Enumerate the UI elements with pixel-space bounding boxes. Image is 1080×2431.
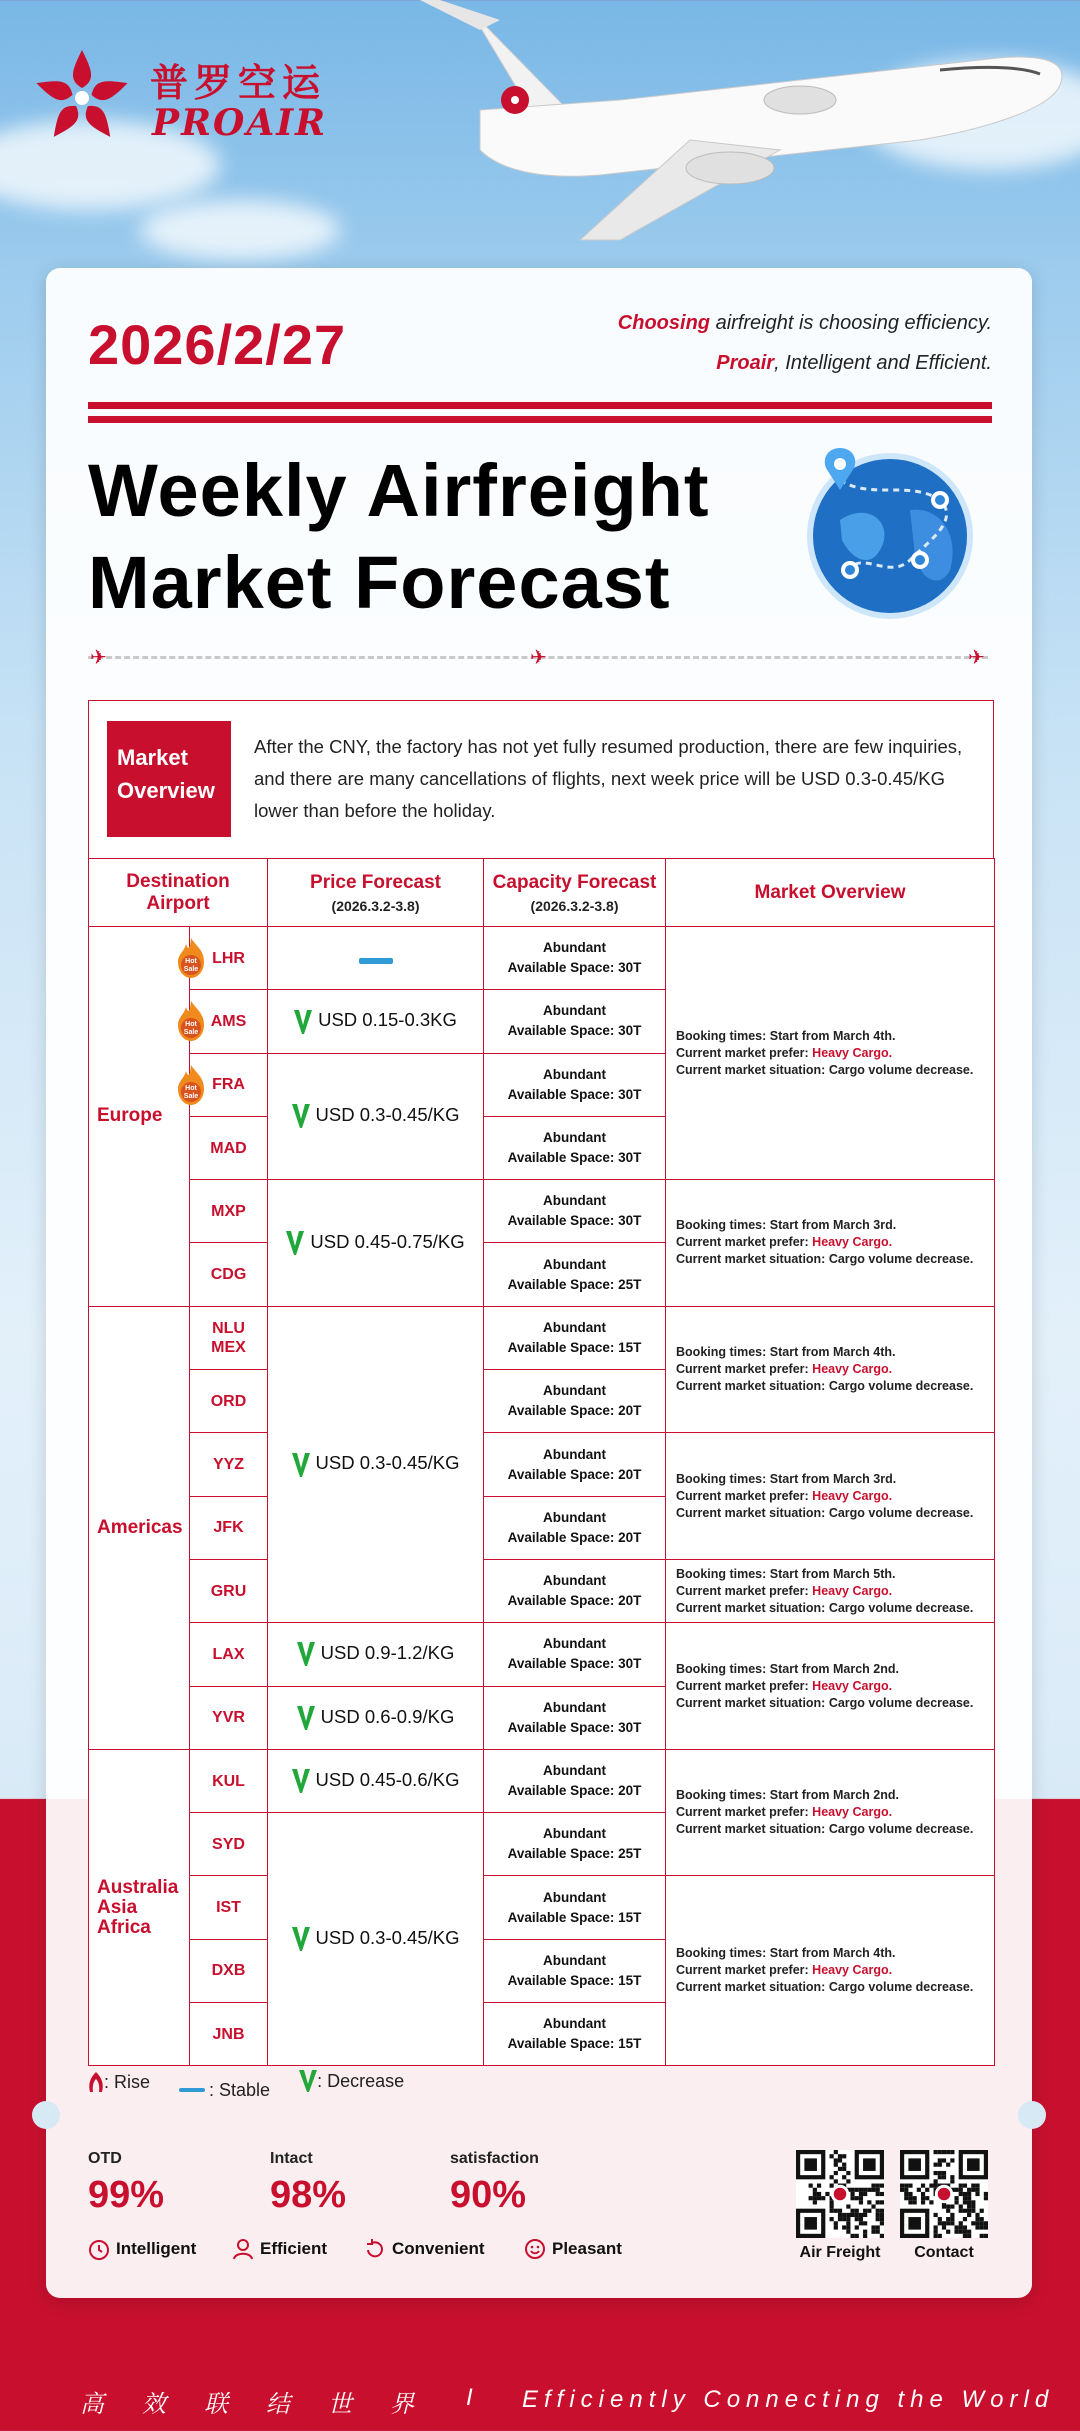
person-icon	[232, 2238, 254, 2260]
capacity-forecast: Abundant Available Space: 25T	[484, 1813, 666, 1876]
price-value: USD 0.6-0.9/KG	[320, 1705, 455, 1727]
price-forecast	[268, 1623, 484, 1686]
brand-cn-name: 普罗空运	[150, 61, 327, 105]
feature-intelligent: Intelligent	[88, 2238, 196, 2260]
table-row	[89, 1306, 995, 1369]
decrease-icon	[299, 2070, 317, 2092]
booking-time: Booking times: Start from March 4th.	[676, 1345, 896, 1360]
cloud	[140, 200, 340, 260]
market-situation: Current market situation: Cargo volume decrease.	[676, 1695, 974, 1710]
airport-code: GRU	[190, 1559, 268, 1622]
feature-convenient: Convenient	[364, 2238, 485, 2260]
ticket-notch	[32, 2101, 60, 2129]
plane-icon: ✈	[530, 647, 547, 669]
region-americas: Americas	[89, 1306, 190, 1749]
market-situation: Current market situation: Cargo volume decrease.	[676, 1252, 974, 1267]
decrease-icon	[297, 1642, 315, 1666]
table-row	[89, 1559, 995, 1622]
table-row	[89, 1623, 995, 1686]
svg-text:Hot: Hot	[185, 958, 197, 965]
svg-text:Sale: Sale	[183, 1029, 199, 1037]
rise-icon	[88, 2072, 104, 2092]
booking-time: Booking times: Start from March 4th.	[676, 1028, 896, 1043]
capacity-forecast: Abundant Available Space: 20T	[484, 1433, 666, 1496]
divider	[88, 416, 992, 423]
overview-text: After the CNY, the factory has not yet fully resumed production, there are few inquiries, and there are many cancellations of flights, next week price will be USD 0.3-0.45/KG lower than before the holiday.	[254, 736, 963, 821]
market-overview-cell	[666, 1433, 995, 1560]
airport-code: LAX	[190, 1623, 268, 1686]
brand-logo	[34, 46, 334, 156]
capacity-forecast: Abundant Available Space: 30T	[484, 1053, 666, 1116]
capacity-forecast: Abundant Available Space: 20T	[484, 1749, 666, 1812]
airport-code: CDG	[190, 1243, 268, 1306]
stat-intact: Intact 98%	[270, 2150, 347, 2216]
qr-label-air-freight: Air Freight	[799, 2244, 881, 2261]
report-date: 2026/2/27	[88, 313, 347, 376]
booking-time: Booking times: Start from March 3rd.	[676, 1471, 897, 1486]
booking-time: Booking times: Start from March 5th.	[676, 1566, 896, 1581]
hot-sale-badge	[174, 938, 208, 978]
market-prefer: Current market prefer: Heavy Cargo.	[676, 1362, 893, 1377]
market-prefer: Current market prefer: Heavy Cargo.	[676, 1805, 893, 1820]
capacity-forecast: Abundant Available Space: 30T	[484, 1116, 666, 1179]
overview-label: Market Overview	[107, 721, 231, 837]
market-overview-cell	[666, 1623, 995, 1750]
airport-code: IST	[190, 1876, 268, 1939]
market-situation: Current market situation: Cargo volume decrease.	[676, 1822, 974, 1837]
capacity-forecast: Abundant Available Space: 20T	[484, 1559, 666, 1622]
market-prefer: Current market prefer: Heavy Cargo.	[676, 1488, 893, 1503]
market-overview-cell	[666, 1876, 995, 2066]
airport-code: YYZ	[190, 1433, 268, 1496]
market-overview-cell	[666, 1180, 995, 1307]
table-row	[89, 1749, 995, 1812]
capacity-forecast: Abundant Available Space: 30T	[484, 1686, 666, 1749]
airport-code: MAD	[190, 1116, 268, 1179]
price-value: USD 0.3-0.45/KG	[315, 1104, 460, 1126]
market-prefer: Current market prefer: Heavy Cargo.	[676, 1045, 893, 1060]
svg-text:Hot: Hot	[185, 1021, 197, 1029]
legend-rise: : Rise	[88, 2072, 150, 2093]
price-forecast	[268, 927, 484, 990]
market-situation: Current market situation: Cargo volume decrease.	[676, 1505, 974, 1520]
header-market: Market Overview	[666, 859, 995, 927]
price-value: USD 0.15-0.3KG	[318, 1009, 457, 1031]
market-prefer: Current market prefer: Heavy Cargo.	[676, 1678, 893, 1693]
decrease-icon	[292, 1104, 310, 1128]
price-value: USD 0.9-1.2/KG	[320, 1642, 455, 1664]
qr-label-contact: Contact	[914, 2244, 974, 2261]
booking-time: Booking times: Start from March 2nd.	[676, 1661, 899, 1676]
svg-text:Sale: Sale	[183, 1092, 199, 1100]
capacity-forecast: Abundant Available Space: 20T	[484, 1370, 666, 1433]
region-aaa: Australia Asia Africa	[89, 1749, 190, 2065]
decrease-icon	[292, 1927, 310, 1951]
decrease-icon	[297, 1706, 315, 1730]
decrease-icon	[292, 1453, 310, 1477]
price-value: USD 0.45-0.75/KG	[310, 1230, 465, 1252]
table-row	[89, 1433, 995, 1496]
header-capacity: Capacity Forecast (2026.3.2-3.8)	[484, 859, 666, 927]
header-price: Price Forecast (2026.3.2-3.8)	[268, 859, 484, 927]
slogan-line-2: Proair, Intelligent and Efficient.	[716, 352, 992, 374]
stable-icon	[179, 2088, 205, 2092]
market-situation: Current market situation: Cargo volume decrease.	[676, 1600, 974, 1615]
decrease-icon	[294, 1010, 312, 1034]
price-forecast	[268, 990, 484, 1053]
header-destination: Destination Airport	[89, 859, 268, 927]
page-title-line-2: Market Forecast	[88, 541, 671, 624]
forecast-table	[88, 858, 995, 2066]
airport-code: DXB	[190, 1939, 268, 2002]
market-prefer: Current market prefer: Heavy Cargo.	[676, 1963, 893, 1978]
hot-sale-badge	[174, 1001, 208, 1041]
price-value: USD 0.3-0.45/KG	[315, 1452, 460, 1474]
market-overview-cell	[666, 1749, 995, 1876]
market-prefer: Current market prefer: Heavy Cargo.	[676, 1583, 893, 1598]
table-row	[89, 927, 995, 990]
divider	[88, 402, 992, 409]
table-header-row	[89, 859, 995, 927]
booking-time: Booking times: Start from March 3rd.	[676, 1218, 897, 1233]
footer-banner	[0, 2380, 1080, 2420]
price-forecast	[268, 1813, 484, 2066]
globe-route-icon	[800, 440, 980, 620]
airplane-illustration	[420, 0, 1080, 250]
booking-time: Booking times: Start from March 4th.	[676, 1946, 896, 1961]
airport-code: KUL	[190, 1749, 268, 1812]
footer-cn-slogan: 高效联结世界	[80, 2390, 452, 2418]
smile-icon	[524, 2238, 546, 2260]
capacity-forecast: Abundant Available Space: 30T	[484, 1180, 666, 1243]
market-situation: Current market situation: Cargo volume decrease.	[676, 1062, 974, 1077]
airport-code: NLU MEX	[190, 1306, 268, 1369]
decrease-icon	[292, 1769, 310, 1793]
price-forecast	[268, 1749, 484, 1812]
plane-icon: ✈	[90, 647, 107, 669]
hot-sale-badge	[174, 1065, 208, 1105]
page-title-line-1: Weekly Airfreight	[88, 449, 710, 532]
stable-icon	[359, 958, 393, 964]
airport-code: MXP	[190, 1180, 268, 1243]
qr-code-contact[interactable]	[900, 2150, 988, 2238]
market-situation: Current market situation: Cargo volume decrease.	[676, 1980, 974, 1995]
price-value: USD 0.45-0.6/KG	[315, 1768, 460, 1790]
ticket-notch	[1018, 2101, 1046, 2129]
capacity-forecast: Abundant Available Space: 30T	[484, 927, 666, 990]
svg-text:Hot: Hot	[185, 1084, 197, 1092]
airport-code: Hot Sale FRA	[190, 1053, 268, 1116]
plane-icon: ✈	[968, 647, 985, 669]
airport-code: Hot Sale AMS	[190, 990, 268, 1053]
capacity-forecast: Abundant Available Space: 30T	[484, 990, 666, 1053]
qr-code-air-freight[interactable]	[796, 2150, 884, 2238]
price-value: USD 0.3-0.45/KG	[315, 1927, 460, 1949]
stat-satisfaction: satisfaction 90%	[450, 2150, 539, 2216]
airport-code: Hot Sale LHR	[190, 927, 268, 990]
price-forecast	[268, 1053, 484, 1180]
market-overview-cell	[666, 1306, 995, 1433]
table-row	[89, 1876, 995, 1939]
airport-code: YVR	[190, 1686, 268, 1749]
brand-en-name: PROAIR	[152, 102, 328, 144]
stat-otd: OTD 99%	[88, 2150, 165, 2216]
footer-en-slogan: Efficiently Connecting the World	[522, 2386, 1055, 2413]
decrease-icon	[286, 1231, 304, 1255]
region-europe: Europe	[89, 927, 190, 1307]
booking-time: Booking times: Start from March 2nd.	[676, 1788, 899, 1803]
capacity-forecast: Abundant Available Space: 15T	[484, 2003, 666, 2066]
capacity-forecast: Abundant Available Space: 20T	[484, 1496, 666, 1559]
feature-pleasant: Pleasant	[524, 2238, 622, 2260]
price-forecast	[268, 1180, 484, 1307]
capacity-forecast: Abundant Available Space: 30T	[484, 1623, 666, 1686]
legend-decrease: : Decrease	[299, 2070, 404, 2092]
refresh-icon	[364, 2238, 386, 2260]
legend-stable: : Stable	[179, 2080, 270, 2101]
slogan-line-1: Choosing airfreight is choosing efficiency.	[617, 312, 992, 334]
legend	[88, 2070, 428, 2101]
price-forecast	[268, 1306, 484, 1622]
price-forecast	[268, 1686, 484, 1749]
airport-code: JFK	[190, 1496, 268, 1559]
airport-code: ORD	[190, 1370, 268, 1433]
footer-separator: I	[466, 2384, 485, 2411]
airport-code: JNB	[190, 2003, 268, 2066]
table-row	[89, 1180, 995, 1243]
feature-efficient: Efficient	[232, 2238, 327, 2260]
market-situation: Current market situation: Cargo volume decrease.	[676, 1379, 974, 1394]
market-prefer: Current market prefer: Heavy Cargo.	[676, 1235, 893, 1250]
capacity-forecast: Abundant Available Space: 15T	[484, 1939, 666, 2002]
airport-code: SYD	[190, 1813, 268, 1876]
market-overview-cell	[666, 927, 995, 1180]
capacity-forecast: Abundant Available Space: 25T	[484, 1243, 666, 1306]
market-overview-cell	[666, 1559, 995, 1622]
market-overview-box	[88, 700, 994, 859]
capacity-forecast: Abundant Available Space: 15T	[484, 1306, 666, 1369]
svg-text:Sale: Sale	[183, 966, 199, 973]
clock-icon	[88, 2238, 110, 2260]
capacity-forecast: Abundant Available Space: 15T	[484, 1876, 666, 1939]
